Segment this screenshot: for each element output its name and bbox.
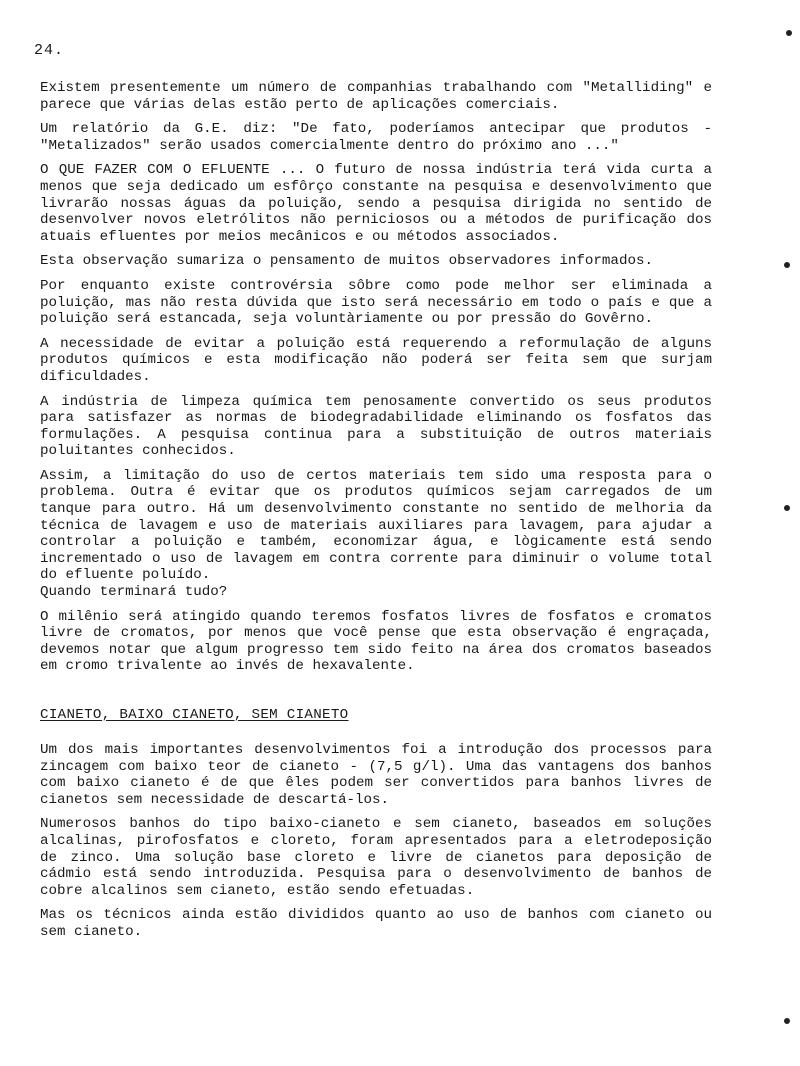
paragraph: Mas os técnicos ainda estão divididos quanto ao uso de banhos com cianeto ou sem cianeto. (40, 907, 712, 940)
margin-mark (784, 1018, 790, 1024)
paragraph: A indústria de limpeza química tem penosamente convertido os seus produtos para satisfazer as normas de biodegradabilidade eliminando os fosfatos das formulações. A pesquisa continua para a substituição de outros materiais poluitantes conhecidos. (40, 393, 712, 460)
paragraph: Quando terminará tudo? (40, 584, 228, 601)
paragraph: O QUE FAZER COM O EFLUENTE ... O futuro de nossa indústria terá vida curta a menos que seja dedicado um esfôrço constante na pesquisa e desenvolvimento que livrarão nossas águas da poluição, sendo a pesquisa dirigida no sentido de desenvolver novos eletrólitos não perniciosos ou a métodos de purificação dos atuais efluentes por meios mecânicos e ou métodos associados. (40, 162, 712, 245)
paragraph: Um relatório da G.E. diz: "De fato, poderíamos antecipar que produtos - "Metalizados" serão usados comercialmente dentro do próximo ano ..." (40, 121, 712, 154)
paragraph: A necessidade de evitar a poluição está requerendo a reformulação de alguns produtos químicos e esta modificação não poderá ser feita sem que surjam dificuldades. (40, 335, 712, 385)
paragraph: Existem presentemente um número de companhias trabalhando com "Metalliding" e parece que várias delas estão perto de aplicações comerciais. (40, 80, 712, 113)
paragraph: Assim, a limitação do uso de certos materiais tem sido uma resposta para o problema. Outra é evitar que os produtos químicos sejam carregados de um tanque para outro. Há um desenvolvimento constante no sentido de melhoria da técnica de lavagem e uso de materiais auxiliares para lavagem, para ajudar a controlar a poluição e também, economizar água, e lògicamente está sendo incrementado o uso de lavagem em contra corrente para diminuir o volume total do efluente poluído. (40, 467, 712, 584)
paragraph: Por enquanto existe controvérsia sôbre como pode melhor ser eliminada a poluição, mas não resta dúvida que isto será necessário em todo o país e que a poluição será estancada, seja voluntàriamente ou por pressão do Govêrno. (40, 277, 712, 328)
paragraph: O milênio será atingido quando teremos fosfatos livres de fosfatos e cromatos livre de cromatos, por menos que você pense que esta observação é engraçada, devemos notar que algum progresso tem sido feito na área dos cromatos baseados em cromo trivalente ao invés de hexavalente. (40, 608, 712, 675)
section-heading: CIANETO, BAIXO CIANETO, SEM CIANETO (40, 707, 349, 723)
margin-mark (786, 30, 792, 36)
paragraph: Esta observação sumariza o pensamento de muitos observadores informados. (40, 253, 653, 270)
page-body (40, 80, 712, 949)
margin-mark (784, 505, 790, 511)
margin-mark (784, 262, 790, 268)
paragraph: Um dos mais importantes desenvolvimentos foi a introdução dos processos para zincagem com baixo teor de cianeto - (7,5 g/l). Uma das vantagens dos banhos com baixo cianeto é de que êles podem ser convertidos para banhos livres de cianetos sem necessidade de descartá-los. (40, 742, 712, 808)
paragraph: Numerosos banhos do tipo baixo-cianeto e sem cianeto, baseados em soluções alcalinas, pirofosfatos e cloreto, foram apresentados para a eletrodeposição de zinco. Uma solução base cloreto e livre de cianetos para deposição de cádmio está sendo introduzida. Pesquisa para o desenvolvimento de banhos de cobre alcalinos sem cianeto, estão sendo efetuadas. (40, 816, 712, 899)
page-number: 24. (34, 42, 65, 59)
